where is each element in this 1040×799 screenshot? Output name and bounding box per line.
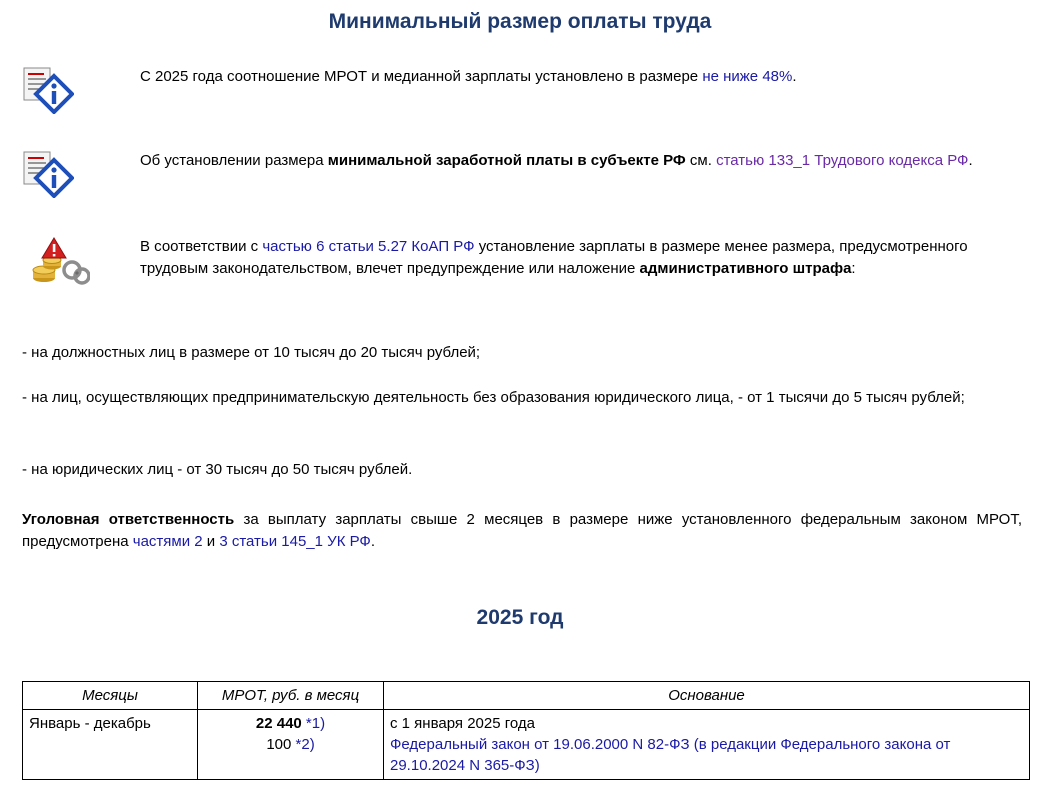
column-header-months: Месяцы [23,682,198,710]
federal-law-link[interactable]: Федеральный закон от 19.06.2000 N 82-ФЗ (в редакции Федерального закона от 29.10.2024 N 365-ФЗ) [390,736,951,774]
list-item: - на лиц, осуществляющих предпринимательскую деятельность без образования юридического лица, - от 1 тысячи до 5 тысяч рублей; [22,389,965,406]
mrot-percent-value: 100 [266,736,292,753]
link-article-133-1[interactable]: статью 133_1 Трудового кодекса РФ [716,152,969,169]
mrot-table [22,681,1030,780]
list-item: - на должностных лиц в размере от 10 тысяч до 20 тысяч рублей; [22,344,481,361]
link-parts-2[interactable]: частями 2 [132,533,203,550]
months-cell: Январь - декабрь [23,710,198,780]
table-row [23,710,1030,780]
footnote-1-link[interactable]: *1) [301,715,326,732]
mrot-cell [198,710,384,780]
basis-cell: с 1 января 2025 года Федеральный закон от 19.06.2000 N 82-ФЗ (в редакции Федерального закона от 29.10.2024 N 365-ФЗ) [384,710,1030,780]
link-not-below-48[interactable]: не ниже 48% [702,68,793,85]
info-document-icon [22,150,74,198]
list-item: - на юридических лиц - от 30 тысяч до 50 тысяч рублей. [22,461,413,478]
mrot-value: 22 440 [255,715,302,732]
page-title: Минимальный размер оплаты труда [328,10,712,33]
year-heading: 2025 год [476,606,564,629]
link-article-145-1[interactable]: 3 статьи 145_1 УК РФ [219,533,371,550]
info-document-icon [22,66,74,114]
link-koap-5-27[interactable]: частью 6 статьи 5.27 КоАП РФ [262,238,475,255]
criminal-liability-paragraph: Уголовная ответственность за выплату зарплаты свыше 2 месяцев в размере ниже установленного федеральным законом МРОТ, предусмотрена частями 2 и 3 статьи 145_1 УК РФ. [22,511,1023,550]
table-header-row [23,682,1030,710]
footnote-2-link[interactable]: *2) [291,736,315,753]
column-header-mrot: МРОТ, руб. в месяц [198,682,384,710]
column-header-basis: Основание [384,682,1030,710]
fine-warning-icon [30,236,90,288]
